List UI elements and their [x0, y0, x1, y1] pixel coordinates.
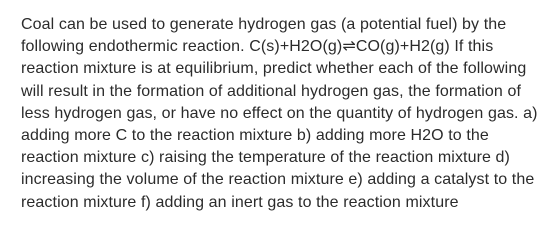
question-text: Coal can be used to generate hydrogen gas (a potential fuel) by the following endothermic reaction. C(s)+H2O(g)⇌CO(g)+H2(g) If this reaction mixture is at equilibrium, predict whether each of the following will result in the formation of additional hydrogen gas, the formation of less hydrogen gas, or have no effect on the quantity of hydrogen gas. a) adding more C to the reaction mixture b) adding more H2O to the reaction mixture c) raising the temperature of the reaction mixture d) increasing the volume of the reaction mixture e) adding a catalyst to the reaction mixture f) adding an inert gas to the reaction mixture	[21, 16, 538, 211]
